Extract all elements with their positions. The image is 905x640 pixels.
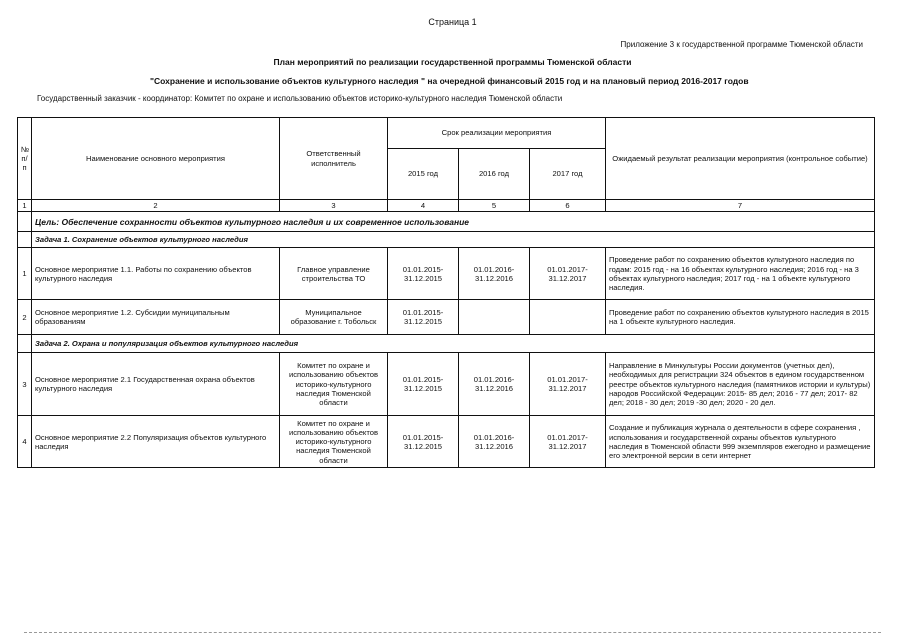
- row-name: Основное мероприятие 2.2 Популяризация объектов культурного наследия: [32, 416, 280, 468]
- header-row-1: [18, 118, 875, 149]
- header-executor: Ответственный исполнитель: [280, 118, 388, 200]
- row-result: Создание и публикация журнала о деятельности в сфере сохранения , использования и государственной охраны объектов культурного наследия в Тюменской области 999 экземпляров ежегодно и размещение его электронной версии в сети интернет: [606, 416, 875, 468]
- header-num: № п/п: [18, 118, 32, 200]
- table-row: [18, 248, 875, 300]
- row-result: Проведение работ по сохранению объектов культурного наследия в 2015 на 1 объекте культурного наследия.: [606, 300, 875, 335]
- col-number: 4: [388, 200, 459, 212]
- col-number: 6: [530, 200, 606, 212]
- row-2017: 01.01.2017-31.12.2017: [530, 248, 606, 300]
- row-result: Направление в Минкультуры России документов (учетных дел), необходимых для регистрации 324 объектов в едином государственном реестре объектов культурного наследия (памятников истории и культуры) народов Российской Федерации: 2015- 85 дел; 2016 - 77 дел; 2017- 82 дел; 2018 - 30 дел; 2019 -30 дел; 2020 - 20 дел.: [606, 353, 875, 416]
- row-2016: 01.01.2016-31.12.2016: [459, 353, 530, 416]
- row-executor: Муниципальное образование г. Тобольск: [280, 300, 388, 335]
- row-num: 2: [18, 300, 32, 335]
- row-name: Основное мероприятие 1.1. Работы по сохранению объектов культурного наследия: [32, 248, 280, 300]
- col-number: 3: [280, 200, 388, 212]
- row-2015: 01.01.2015-31.12.2015: [388, 416, 459, 468]
- col-number: 2: [32, 200, 280, 212]
- table-row: [18, 353, 875, 416]
- task-row: [18, 232, 875, 248]
- col-number: 5: [459, 200, 530, 212]
- header-2017: 2017 год: [530, 149, 606, 200]
- col-number: 7: [606, 200, 875, 212]
- goal-row: [18, 212, 875, 232]
- row-num: 3: [18, 353, 32, 416]
- plan-table: [17, 117, 875, 468]
- row-2016: [459, 300, 530, 335]
- document-title: План мероприятий по реализации государственной программы Тюменской области: [273, 57, 632, 67]
- header-period: Срок реализации мероприятия: [388, 118, 606, 149]
- row-2016: 01.01.2016-31.12.2016: [459, 248, 530, 300]
- row-2016: 01.01.2016-31.12.2016: [459, 416, 530, 468]
- row-name: Основное мероприятие 2.1 Государственная охрана объектов культурного наследия: [32, 353, 280, 416]
- appendix-note: Приложение 3 к государственной программе Тюменской области: [620, 40, 863, 49]
- row-executor: Комитет по охране и использованию объектов историко-культурного наследия Тюменской области: [280, 416, 388, 468]
- header-result: Ожидаемый результат реализации мероприятия (контрольное событие): [606, 118, 875, 200]
- row-2015: 01.01.2015-31.12.2015: [388, 353, 459, 416]
- row-executor: Главное управление строительства ТО: [280, 248, 388, 300]
- col-number: 1: [18, 200, 32, 212]
- row-executor: Комитет по охране и использованию объектов историко-культурного наследия Тюменской области: [280, 353, 388, 416]
- header-name: Наименование основного мероприятия: [32, 118, 280, 200]
- row-2017: 01.01.2017-31.12.2017: [530, 416, 606, 468]
- goal-text: Цель: Обеспечение сохранности объектов культурного наследия и их современное использование: [32, 212, 875, 232]
- page-number: Страница 1: [428, 17, 477, 27]
- row-2015: 01.01.2015-31.12.2015: [388, 300, 459, 335]
- table-row: [18, 416, 875, 468]
- row-result: Проведение работ по сохранению объектов культурного наследия по годам: 2015 год - на 16 объектах культурного наследия; 2016 год - на 3 объектах культурного наследия; 2017 год - на 1 объекте культурного наследия.: [606, 248, 875, 300]
- column-numbers-row: [18, 200, 875, 212]
- task-row: [18, 335, 875, 353]
- table-row: [18, 300, 875, 335]
- row-name: Основное мероприятие 1.2. Субсидии муниципальным образованиям: [32, 300, 280, 335]
- row-num: 1: [18, 248, 32, 300]
- row-num: 4: [18, 416, 32, 468]
- state-customer: Государственный заказчик - координатор: Комитет по охране и использованию объектов историко-культурного наследия Тюменской области: [37, 94, 563, 103]
- page-bottom-divider: [24, 632, 881, 633]
- document-subtitle: "Сохранение и использование объектов культурного наследия " на очередной финансовый 2015 год и на плановый период 2016-2017 годов: [150, 76, 749, 86]
- task-2-text: Задача 2. Охрана и популяризация объектов культурного наследия: [32, 335, 875, 353]
- row-2017: 01.01.2017-31.12.2017: [530, 353, 606, 416]
- row-2017: [530, 300, 606, 335]
- header-2015: 2015 год: [388, 149, 459, 200]
- header-2016: 2016 год: [459, 149, 530, 200]
- row-2015: 01.01.2015-31.12.2015: [388, 248, 459, 300]
- task-1-text: Задача 1. Сохранение объектов культурного наследия: [32, 232, 875, 248]
